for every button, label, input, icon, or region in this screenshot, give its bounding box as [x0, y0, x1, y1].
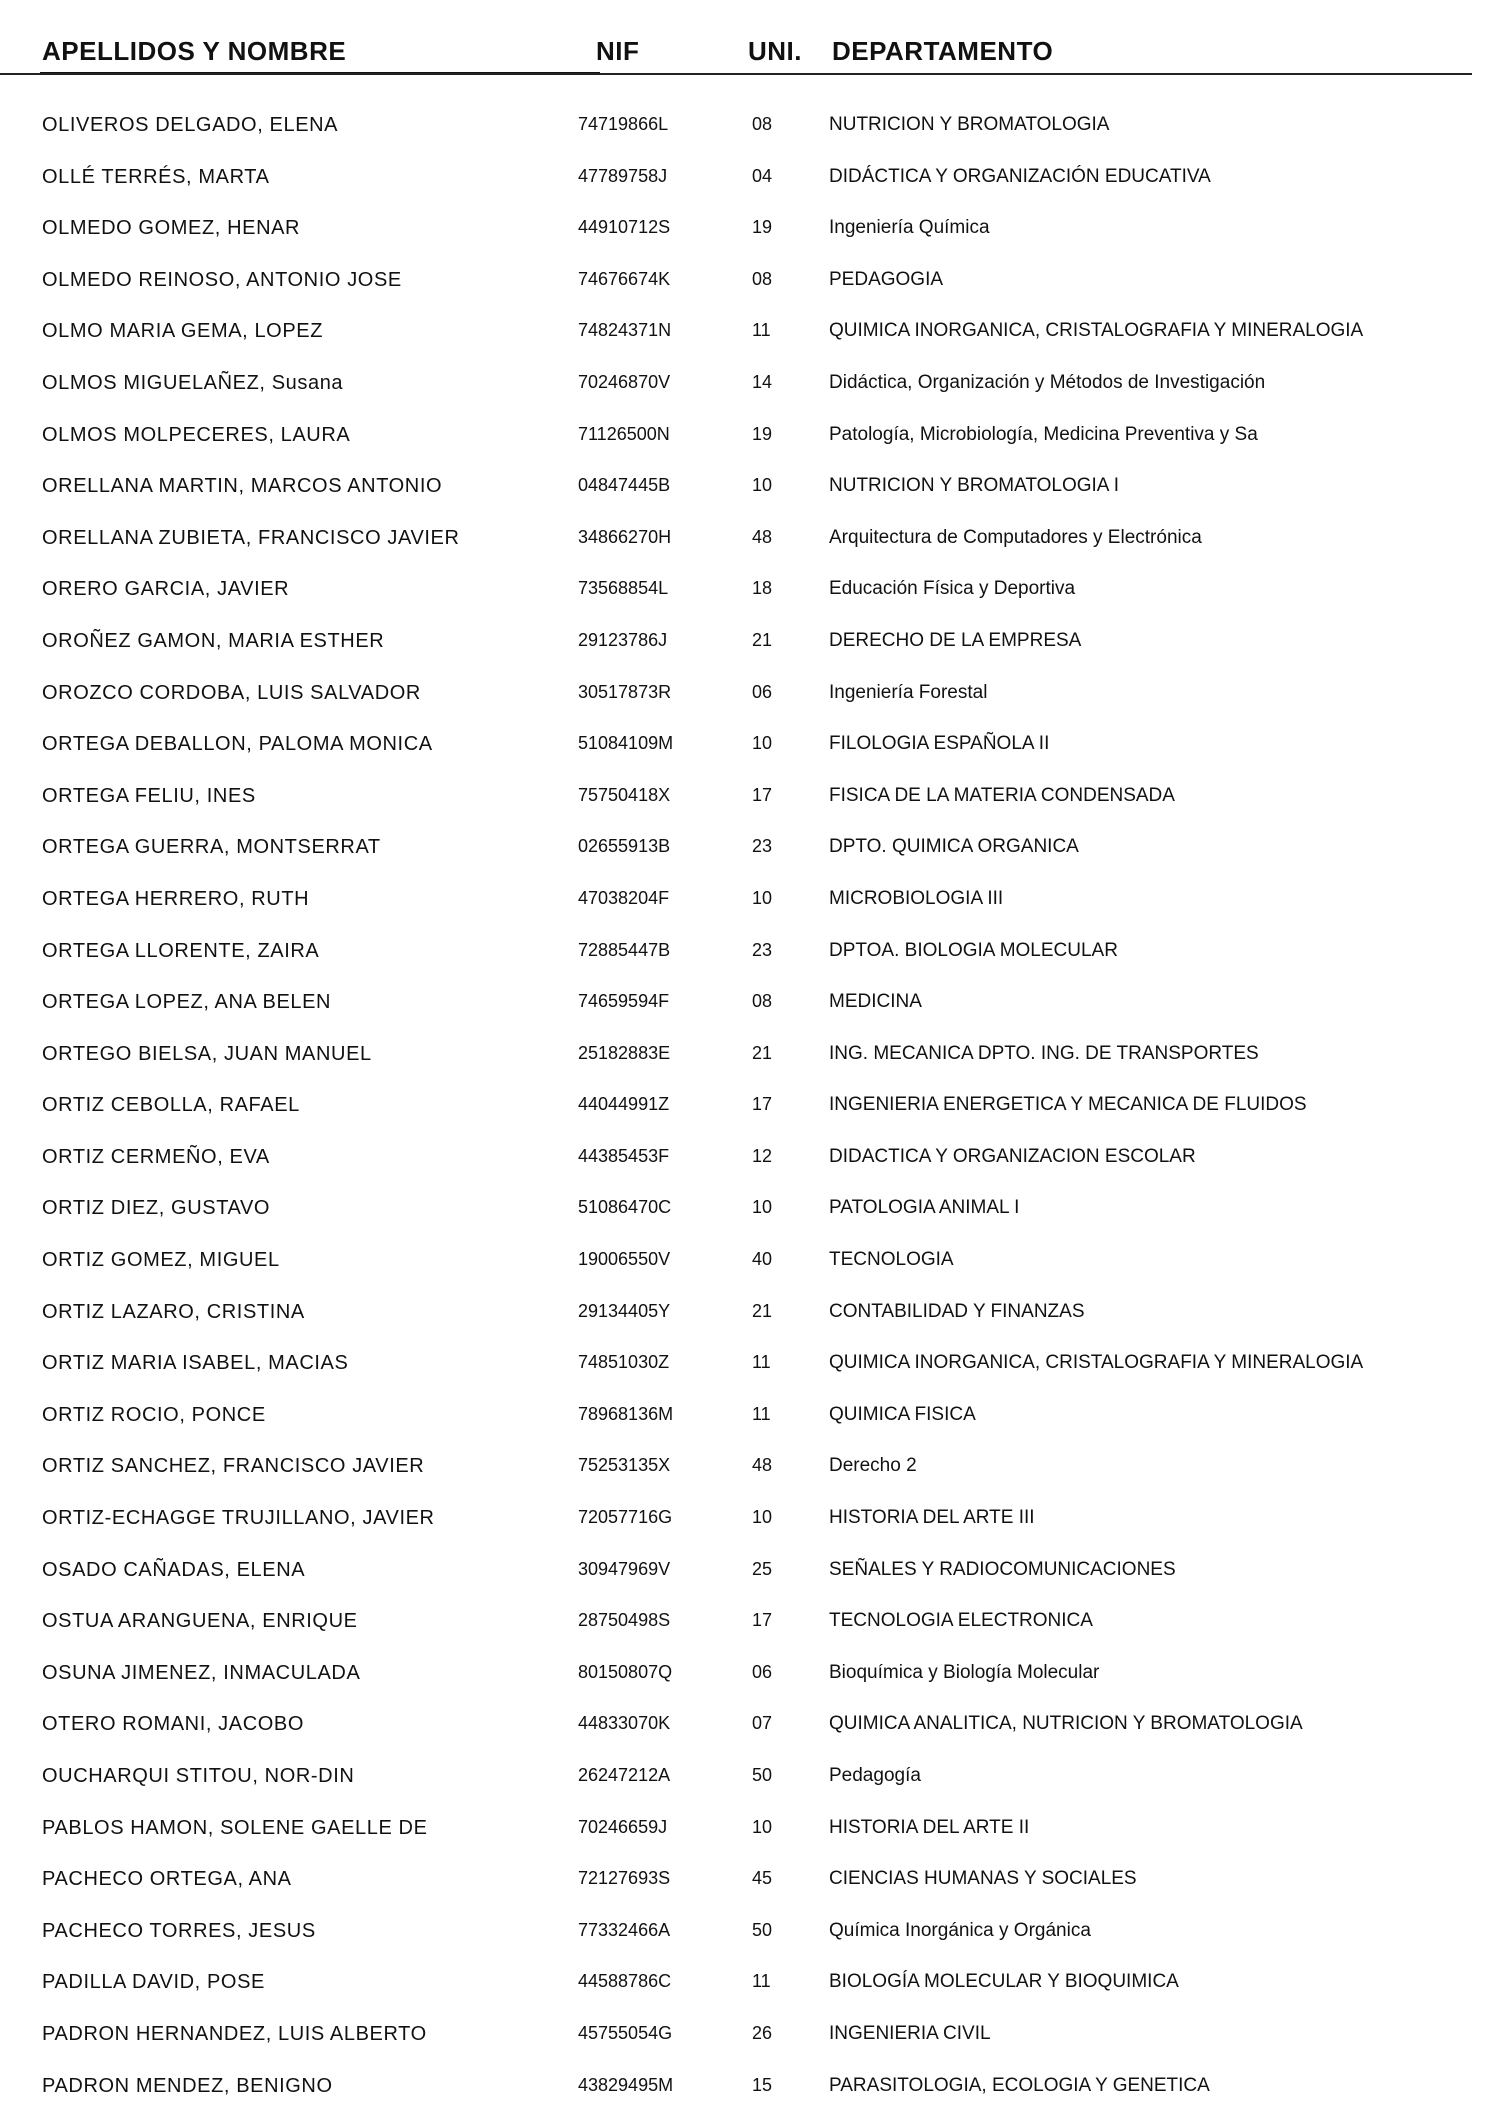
department-cell: Derecho 2 [829, 1455, 917, 1477]
nif-cell: 43829495M [578, 2074, 674, 2095]
name-cell: ORTIZ ROCIO, PONCE [42, 1403, 266, 1426]
nif-cell: 74676674K [578, 268, 671, 289]
name-cell: PADRON MENDEZ, BENIGNO [42, 2074, 333, 2097]
nif-cell: 75253135X [578, 1455, 671, 1476]
department-cell: PEDAGOGIA [829, 268, 944, 290]
nif-cell: 70246870V [578, 371, 671, 392]
uni-cell: 10 [752, 887, 773, 908]
uni-cell: 15 [752, 2074, 773, 2095]
table-row [0, 156, 1500, 208]
nif-cell: 72057716G [578, 1507, 673, 1528]
uni-cell: 12 [752, 1145, 773, 1166]
name-cell: OROZCO CORDOBA, LUIS SALVADOR [42, 681, 421, 704]
name-cell: ORTEGA LLORENTE, ZAIRA [42, 939, 320, 962]
department-cell: INGENIERIA CIVIL [829, 2022, 991, 2044]
uni-cell: 10 [752, 733, 773, 754]
uni-cell: 08 [752, 991, 773, 1012]
table-row [0, 620, 1500, 672]
nif-cell: 77332466A [578, 1919, 671, 1940]
table-row [0, 1807, 1500, 1859]
uni-cell: 48 [752, 526, 773, 547]
name-cell: ORTEGA DEBALLON, PALOMA MONICA [42, 733, 433, 756]
table-row [0, 1497, 1500, 1549]
nif-cell: 75750418X [578, 784, 671, 805]
department-cell: PATOLOGIA ANIMAL I [829, 1197, 1020, 1219]
table-row [0, 465, 1500, 517]
header-department: DEPARTAMENTO [832, 36, 1054, 66]
table-row [0, 1445, 1500, 1497]
uni-cell: 06 [752, 681, 773, 702]
department-cell: QUIMICA INORGANICA, CRISTALOGRAFIA Y MINERALOGIA [829, 320, 1364, 342]
table-row [0, 723, 1500, 775]
nif-cell: 30517873R [578, 681, 672, 702]
table-row [0, 775, 1500, 827]
table-row [0, 568, 1500, 620]
table-row [0, 1703, 1500, 1755]
uni-cell: 11 [752, 1403, 771, 1424]
table-row [0, 1549, 1500, 1601]
nif-cell: 73568854L [578, 578, 669, 599]
uni-cell: 23 [752, 939, 773, 960]
table-row [0, 981, 1500, 1033]
table-row [0, 878, 1500, 930]
department-cell: Arquitectura de Computadores y Electrónica [829, 526, 1202, 548]
uni-cell: 11 [752, 320, 771, 341]
department-cell: CONTABILIDAD Y FINANZAS [829, 1300, 1085, 1322]
name-cell: ORTIZ-ECHAGGE TRUJILLANO, JAVIER [42, 1507, 435, 1530]
table-row [0, 259, 1500, 311]
table-row [0, 826, 1500, 878]
name-cell: ORTIZ LAZARO, CRISTINA [42, 1300, 305, 1323]
name-cell: OSTUA ARANGUENA, ENRIQUE [42, 1610, 358, 1633]
nif-cell: 70246659J [578, 1816, 668, 1837]
name-cell: OLMO MARIA GEMA, LOPEZ [42, 320, 324, 343]
header-nif: NIF [596, 36, 640, 66]
nif-cell: 72885447B [578, 939, 671, 960]
department-cell: NUTRICION Y BROMATOLOGIA [829, 114, 1110, 135]
uni-cell: 26 [752, 2022, 773, 2043]
department-cell: BIOLOGÍA MOLECULAR Y BIOQUIMICA [829, 1971, 1179, 1993]
nif-cell: 02655913B [578, 836, 671, 857]
uni-cell: 50 [752, 1919, 773, 1940]
table-row [0, 2013, 1500, 2065]
header-uni: UNI. [748, 36, 802, 66]
uni-cell: 25 [752, 1558, 773, 1579]
name-cell: OSADO CAÑADAS, ELENA [42, 1558, 306, 1581]
header-rule [0, 73, 1472, 75]
table-row [0, 1342, 1500, 1394]
uni-cell: 10 [752, 1816, 773, 1837]
name-cell: OLLÉ TERRÉS, MARTA [42, 165, 270, 188]
uni-cell: 10 [752, 1507, 773, 1528]
name-cell: OTERO ROMANI, JACOBO [42, 1713, 305, 1736]
name-cell: OLMOS MIGUELAÑEZ, Susana [42, 371, 344, 394]
department-cell: Bioquímica y Biología Molecular [829, 1661, 1100, 1683]
nif-cell: 78968136M [578, 1403, 674, 1424]
nif-cell: 29123786J [578, 629, 668, 650]
department-cell: DIDÁCTICA Y ORGANIZACIÓN EDUCATIVA [829, 165, 1211, 187]
department-cell: Didáctica, Organización y Métodos de Investigación [829, 371, 1266, 393]
nif-cell: 44833070K [578, 1713, 671, 1734]
nif-cell: 72127693S [578, 1868, 671, 1889]
department-cell: TECNOLOGIA [829, 1249, 954, 1271]
name-cell: ORTEGA GUERRA, MONTSERRAT [42, 836, 381, 859]
name-cell: OLIVEROS DELGADO, ELENA [42, 114, 339, 136]
uni-cell: 06 [752, 1661, 773, 1682]
department-cell: FILOLOGIA ESPAÑOLA II [829, 733, 1050, 755]
nif-cell: 44385453F [578, 1145, 670, 1166]
name-cell: PABLOS HAMON, SOLENE GAELLE DE [42, 1816, 428, 1839]
uni-cell: 19 [752, 217, 773, 238]
department-cell: HISTORIA DEL ARTE II [829, 1816, 1030, 1838]
table-row [0, 1394, 1500, 1446]
table-row [0, 1084, 1500, 1136]
header-name: APELLIDOS Y NOMBRE [42, 36, 347, 66]
name-cell: OLMEDO REINOSO, ANTONIO JOSE [42, 268, 402, 291]
table-row [0, 104, 1500, 156]
department-cell: INGENIERIA ENERGETICA Y MECANICA DE FLUIDOS [829, 1094, 1307, 1116]
department-cell: Ingeniería Química [829, 217, 990, 239]
name-cell: OSUNA JIMENEZ, INMACULADA [42, 1661, 361, 1684]
uni-cell: 21 [752, 1042, 773, 1063]
table-row [0, 1136, 1500, 1188]
department-cell: MEDICINA [829, 991, 922, 1013]
uni-cell: 10 [752, 475, 773, 496]
department-cell: DPTOA. BIOLOGIA MOLECULAR [829, 939, 1118, 961]
nif-cell: 45755054G [578, 2022, 673, 2043]
table-body [0, 104, 1500, 2116]
name-cell: ORTEGA HERRERO, RUTH [42, 887, 310, 910]
uni-cell: 18 [752, 578, 773, 599]
nif-cell: 25182883E [578, 1042, 671, 1063]
table-row [0, 1858, 1500, 1910]
nif-cell: 47038204F [578, 887, 670, 908]
uni-cell: 21 [752, 1300, 773, 1321]
department-cell: QUIMICA INORGANICA, CRISTALOGRAFIA Y MINERALOGIA [829, 1352, 1364, 1374]
table-row [0, 930, 1500, 982]
uni-cell: 14 [752, 371, 773, 392]
uni-cell: 40 [752, 1249, 773, 1270]
name-cell: ORTIZ CERMEÑO, EVA [42, 1145, 270, 1168]
table-row [0, 1652, 1500, 1704]
nif-cell: 34866270H [578, 526, 672, 547]
department-cell: ING. MECANICA DPTO. ING. DE TRANSPORTES [829, 1042, 1259, 1064]
name-cell: PACHECO TORRES, JESUS [42, 1919, 316, 1942]
table-row [0, 310, 1500, 362]
uni-cell: 11 [752, 1971, 771, 1992]
table-row [0, 1187, 1500, 1239]
name-cell: OLMEDO GOMEZ, HENAR [42, 217, 301, 240]
uni-cell: 08 [752, 114, 773, 134]
name-cell: PADILLA DAVID, POSE [42, 1971, 265, 1994]
department-cell: Pedagogía [829, 1765, 921, 1786]
department-cell: SEÑALES Y RADIOCOMUNICACIONES [829, 1558, 1176, 1580]
uni-cell: 23 [752, 836, 773, 857]
name-cell: ORTEGA FELIU, INES [42, 784, 256, 807]
table-row [0, 517, 1500, 569]
name-cell: ORTEGA LOPEZ, ANA BELEN [42, 991, 332, 1014]
name-cell: ORERO GARCIA, JAVIER [42, 578, 290, 601]
nif-cell: 44588786C [578, 1971, 672, 1992]
name-cell: ORELLANA ZUBIETA, FRANCISCO JAVIER [42, 526, 460, 549]
department-cell: Ingeniería Forestal [829, 681, 988, 703]
table-row [0, 672, 1500, 724]
department-cell: FISICA DE LA MATERIA CONDENSADA [829, 784, 1175, 806]
department-cell: Patología, Microbiología, Medicina Preventiva y Sa [829, 423, 1258, 445]
nif-cell: 26247212A [578, 1765, 671, 1785]
nif-cell: 29134405Y [578, 1300, 671, 1321]
table-row [0, 362, 1500, 414]
uni-cell: 19 [752, 423, 773, 444]
table-header [0, 36, 1500, 76]
nif-cell: 71126500N [578, 423, 670, 444]
nif-cell: 51086470C [578, 1197, 672, 1218]
nif-cell: 44910712S [578, 217, 671, 238]
name-cell: PACHECO ORTEGA, ANA [42, 1868, 292, 1891]
uni-cell: 17 [752, 1610, 773, 1631]
nif-cell: 74719866L [578, 114, 669, 134]
department-cell: PARASITOLOGIA, ECOLOGIA Y GENETICA [829, 2074, 1210, 2096]
department-cell: HISTORIA DEL ARTE III [829, 1507, 1035, 1529]
table-row [0, 2065, 1500, 2117]
nif-cell: 04847445B [578, 475, 671, 496]
department-cell: QUIMICA FISICA [829, 1403, 976, 1425]
department-cell: Química Inorgánica y Orgánica [829, 1919, 1091, 1941]
uni-cell: 11 [752, 1352, 771, 1373]
nif-cell: 19006550V [578, 1249, 671, 1270]
uni-cell: 10 [752, 1197, 773, 1218]
uni-cell: 50 [752, 1765, 773, 1785]
uni-cell: 21 [752, 629, 773, 650]
department-cell: Educación Física y Deportiva [829, 578, 1076, 600]
name-cell: OUCHARQUI STITOU, NOR-DIN [42, 1765, 355, 1787]
department-cell: DIDACTICA Y ORGANIZACION ESCOLAR [829, 1145, 1196, 1167]
nif-cell: 30947969V [578, 1558, 671, 1579]
nif-cell: 44044991Z [578, 1094, 670, 1115]
nif-cell: 28750498S [578, 1610, 671, 1631]
table-row [0, 1291, 1500, 1343]
name-cell: OROÑEZ GAMON, MARIA ESTHER [42, 629, 385, 652]
department-cell: NUTRICION Y BROMATOLOGIA I [829, 475, 1119, 497]
name-cell: ORTEGO BIELSA, JUAN MANUEL [42, 1042, 372, 1065]
department-cell: DPTO. QUIMICA ORGANICA [829, 836, 1079, 858]
table-row [0, 1910, 1500, 1962]
department-cell: DERECHO DE LA EMPRESA [829, 629, 1082, 651]
department-cell: CIENCIAS HUMANAS Y SOCIALES [829, 1868, 1137, 1890]
department-cell: TECNOLOGIA ELECTRONICA [829, 1610, 1093, 1632]
nif-cell: 74659594F [578, 991, 670, 1012]
department-cell: MICROBIOLOGIA III [829, 887, 1004, 909]
table-row [0, 1961, 1500, 2013]
nif-cell: 74851030Z [578, 1352, 670, 1373]
table-row [0, 1033, 1500, 1085]
name-cell: ORELLANA MARTIN, MARCOS ANTONIO [42, 475, 443, 498]
uni-cell: 07 [752, 1713, 773, 1734]
table-row [0, 207, 1500, 259]
nif-cell: 80150807Q [578, 1661, 673, 1682]
table-row [0, 1239, 1500, 1291]
nif-cell: 47789758J [578, 165, 668, 186]
uni-cell: 08 [752, 268, 773, 289]
table-row [0, 414, 1500, 466]
nif-cell: 51084109M [578, 733, 674, 754]
department-cell: QUIMICA ANALITICA, NUTRICION Y BROMATOLOGIA [829, 1713, 1303, 1735]
name-cell: ORTIZ CEBOLLA, RAFAEL [42, 1094, 300, 1117]
name-cell: OLMOS MOLPECERES, LAURA [42, 423, 351, 446]
table-row [0, 1600, 1500, 1652]
name-cell: ORTIZ SANCHEZ, FRANCISCO JAVIER [42, 1455, 425, 1478]
name-cell: ORTIZ MARIA ISABEL, MACIAS [42, 1352, 349, 1375]
name-cell: PADRON HERNANDEZ, LUIS ALBERTO [42, 2022, 427, 2045]
uni-cell: 48 [752, 1455, 773, 1476]
name-cell: ORTIZ GOMEZ, MIGUEL [42, 1249, 280, 1272]
name-cell: ORTIZ DIEZ, GUSTAVO [42, 1197, 271, 1220]
uni-cell: 17 [752, 1094, 773, 1115]
uni-cell: 17 [752, 784, 773, 805]
uni-cell: 04 [752, 165, 773, 186]
table-row [0, 1755, 1500, 1807]
uni-cell: 45 [752, 1868, 773, 1889]
nif-cell: 74824371N [578, 320, 672, 341]
